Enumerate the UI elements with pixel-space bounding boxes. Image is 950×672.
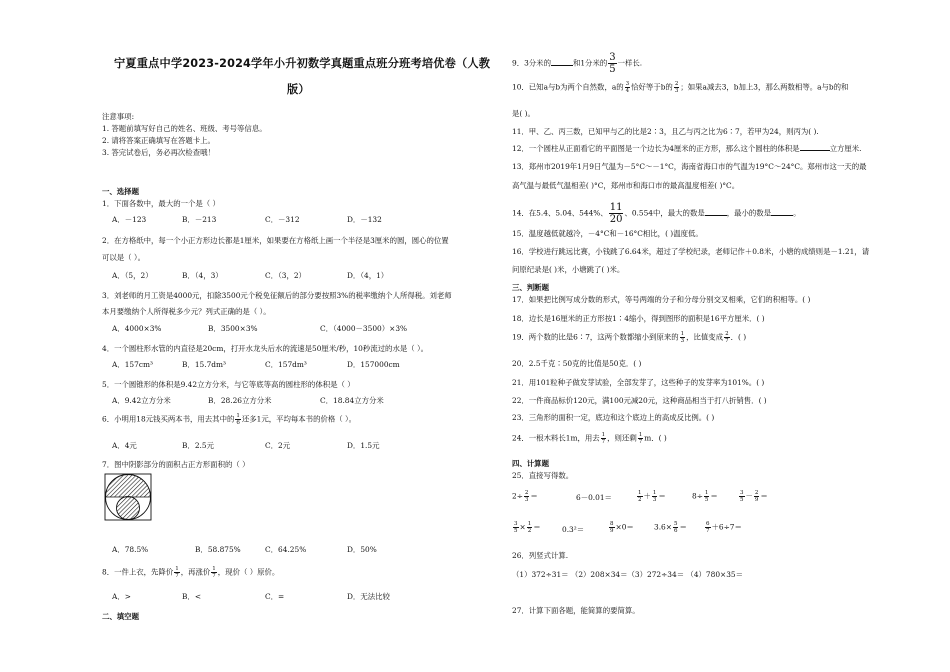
question-11: 11．甲、乙、丙三数，已知甲与乙的比是2∶3，且乙与丙之比为6∶7，若甲为24，则丙为( ). bbox=[512, 127, 819, 136]
shaded-circle-figure bbox=[104, 473, 152, 521]
question-4: 4．一个圆柱形水管的内直径是20cm，打开水龙头后水的流速是50厘米/秒，10秒流过的水是（ ）。 bbox=[102, 344, 429, 353]
left-column bbox=[98, 0, 490, 672]
option-d: D．50% bbox=[347, 545, 377, 554]
option-c: C．157dm³ bbox=[265, 360, 307, 369]
fraction: $\frac{2}{3}$ bbox=[674, 81, 679, 94]
question-15: 15．温度越低就越冷，－4°C和－16°C相比，( )温度低。 bbox=[512, 229, 703, 238]
question-1: 1．下面各数中，最大的一个是（ ） bbox=[102, 199, 220, 208]
fraction: $\frac{3}{5}$ bbox=[609, 52, 616, 75]
calc-item: $\frac{3}{5}$ × $\frac{1}{2}$ ＝ bbox=[514, 521, 541, 534]
question-16-cont: 问原纪录是( )米，小塘跳了( )米。 bbox=[512, 265, 625, 274]
option-d: D．无法比较 bbox=[347, 592, 390, 601]
answer-blank bbox=[705, 208, 727, 216]
fraction: $\frac{11}{20}$ bbox=[609, 202, 623, 225]
question-10: 10．已知a与b为两个自然数，a的 $\frac{3}{4}$ 恰好等于b的 $\frac{2}{3}$ ；如果a减去3，b加上3，那么两数相等。a与b的和 bbox=[512, 81, 849, 94]
question-13: 13．郑州市2019年1月9日气温为－5°C～－1°C，海南省海口市的气温为19°C～24°C。郑州市这一天的最 bbox=[512, 162, 867, 171]
question-25: 25．直接写得数。 bbox=[512, 471, 574, 480]
option-a: A．4000×3% bbox=[112, 324, 162, 333]
option-a: A．9.42立方分米 bbox=[112, 396, 171, 405]
question-19: 19．两个数的比是6∶7，这两个数都缩小到原来的 $\frac{1}{3}$ ，比值变成 $\frac{2}{7}$ ．( ) bbox=[512, 331, 747, 344]
option-d: D．－132 bbox=[347, 215, 382, 224]
question-2-cont: 可以是（ ）。 bbox=[102, 253, 145, 262]
answer-blank bbox=[551, 58, 573, 66]
question-24: 24．一根木料长1m，用去 $\frac{1}{7}$ ，则还剩 $\frac{1}{7}$ m．( ) bbox=[512, 432, 667, 445]
answer-blank bbox=[800, 143, 830, 151]
calc-item: $\frac{6}{7}$ ＋6÷7＝ bbox=[706, 521, 742, 534]
option-c: C．= bbox=[265, 592, 285, 601]
fraction: $\frac{3}{5}$ bbox=[740, 490, 744, 503]
option-c: C．－312 bbox=[265, 215, 300, 224]
note-item: 1. 答题前填写好自己的姓名、班级、考号等信息。 bbox=[102, 124, 267, 133]
question-5: 5．一个圆锥形的体积是9.42立方分米，与它等底等高的圆柱形的体积是（ ） bbox=[102, 380, 355, 389]
question-10-cont: 是( )。 bbox=[512, 109, 535, 118]
option-b: B．28.26立方分米 bbox=[208, 396, 272, 405]
fraction: $\frac{1}{3}$ bbox=[652, 490, 657, 503]
question-12: 12．一个圆柱从正面看它的平面图是一个边长为4厘米的正方形，那么这个圆柱的体积是 立方厘米. bbox=[512, 144, 862, 153]
question-23: 23．三角形的面积一定，底边和这个底边上的高成反比例。( ) bbox=[512, 413, 715, 422]
section-calc-heading: 四、计算题 bbox=[512, 459, 549, 468]
calc-item: 6－0.01＝ bbox=[576, 493, 612, 502]
question-7: 7．图中阴影部分的面积占正方形面积的（ ） bbox=[102, 460, 250, 469]
question-8: 8．一件上衣，先降价 $\frac{1}{7}$ ，再涨价 $\frac{1}{7}$ ，现价（ ）原价。 bbox=[102, 566, 280, 579]
exam-title-line2: 版） bbox=[287, 83, 310, 96]
question-14: 14．在5.4、5.04、544%、 $\frac{11}{20}$ 、0.554中，最大的数是 ，最小的数是 。 bbox=[512, 202, 801, 225]
question-20: 20．2.5千克∶50克的比值是50克．( ) bbox=[512, 359, 642, 368]
section-choice-heading: 一、选择题 bbox=[102, 187, 139, 196]
fraction: $\frac{1}{2}$ bbox=[638, 490, 642, 503]
option-a: A．－123 bbox=[112, 215, 147, 224]
question-16: 16．学校进行跳远比赛，小钱跳了6.64米，超过了学校纪录，老师记作＋0.8米，小塘的成绩则是－1.21，请 bbox=[512, 247, 870, 256]
option-c: C．（4000－3500）×3% bbox=[320, 324, 408, 333]
question-6: 6．小明用18元钱买两本书，用去其中的 $\frac{1}{6}$ 还多1元，平均每本书的价格（ ）。 bbox=[102, 413, 357, 426]
question-3: 3．刘老师的月工资是4000元，扣除3500元个税免征额后的部分要按照3%的税率缴纳个人所得税。刘老师 bbox=[102, 291, 452, 300]
question-18: 18．边长是16厘米的正方形按1∶4缩小，得到图形的面积是16平方厘米．( ) bbox=[512, 314, 765, 323]
fraction: $\frac{1}{3}$ bbox=[680, 331, 685, 344]
question-9: 9．3分米的 和1分米的 $\frac{3}{5}$ 一样长. bbox=[512, 52, 643, 75]
section-fill-heading: 二、填空题 bbox=[102, 612, 139, 621]
fraction: $\frac{1}{7}$ bbox=[212, 566, 216, 579]
option-a: A．4元 bbox=[112, 441, 137, 450]
option-a: A．157cm³ bbox=[112, 360, 153, 369]
option-c: C．（3，2） bbox=[265, 271, 306, 280]
option-d: D．（4，1） bbox=[347, 271, 389, 280]
option-c: C．64.25% bbox=[265, 545, 307, 554]
calc-item: 2÷ $\frac{2}{3}$ ＝ bbox=[512, 490, 538, 503]
question-13-cont: 高气温与最低气温相差( )°C，郑州市和海口市的最高温度相差( )°C。 bbox=[512, 181, 740, 190]
fraction: $\frac{8}{9}$ bbox=[610, 521, 614, 534]
question-26-items: （1）372÷31＝ （2）208×34＝（3）272÷34＝ （4）780×35＝ bbox=[512, 570, 744, 579]
calc-item: $\frac{3}{5}$ － $\frac{2}{9}$ ＝ bbox=[740, 490, 768, 503]
fraction: $\frac{1}{5}$ bbox=[704, 490, 709, 503]
option-c: C．2元 bbox=[265, 441, 291, 450]
fraction: $\frac{1}{7}$ bbox=[601, 432, 606, 445]
question-2: 2．在方格纸中，每一个小正方形边长都是1厘米，如果要在方格纸上画一个半径是3厘米的圆，圆心的位置 bbox=[102, 236, 449, 245]
calc-item: $\frac{8}{9}$ ×0＝ bbox=[610, 521, 634, 534]
fraction: $\frac{1}{7}$ bbox=[638, 432, 643, 445]
option-b: B．< bbox=[182, 592, 202, 601]
fraction: $\frac{1}{6}$ bbox=[236, 413, 240, 426]
fraction: $\frac{2}{7}$ bbox=[725, 331, 729, 344]
option-b: B．－213 bbox=[182, 215, 217, 224]
calc-item: 0.3²＝ bbox=[562, 525, 585, 534]
calc-item: 8÷ $\frac{1}{5}$ ＝ bbox=[692, 490, 718, 503]
question-26: 26．列竖式计算. bbox=[512, 551, 569, 560]
option-c: C．18.84立方分米 bbox=[320, 396, 384, 405]
calc-item: $\frac{1}{2}$ ＋ $\frac{1}{3}$ ＝ bbox=[638, 490, 666, 503]
option-d: D．157000cm bbox=[347, 360, 400, 369]
question-21: 21．用101粒种子做发芽试验，全部发芽了，这些种子的发芽率为101%。( ) bbox=[512, 378, 765, 387]
fraction: $\frac{2}{9}$ bbox=[754, 490, 759, 503]
section-judge-heading: 三、判断题 bbox=[512, 283, 549, 292]
fraction: $\frac{3}{4}$ bbox=[625, 81, 630, 94]
fraction: $\frac{2}{3}$ bbox=[524, 490, 529, 503]
option-b: B．58.875% bbox=[195, 545, 241, 554]
option-d: D．1.5元 bbox=[347, 441, 380, 450]
question-17: 17．如果把比例写成分数的形式，等号两端的分子和分母分别交叉相乘，它们的积相等。( ) bbox=[512, 295, 811, 304]
question-3-cont: 本月要缴纳个人所得税多少元？列式正确的是（ ）。 bbox=[102, 307, 271, 316]
option-a: A．78.5% bbox=[112, 545, 149, 554]
option-b: B．2.5元 bbox=[182, 441, 214, 450]
option-a: A．> bbox=[112, 592, 131, 601]
fraction: $\frac{5}{6}$ bbox=[673, 521, 678, 534]
notes-heading: 注意事项: bbox=[102, 112, 135, 121]
note-item: 3. 答完试卷后，务必再次检查哦！ bbox=[102, 148, 215, 157]
note-item: 2. 请将答案正确填写在答题卡上。 bbox=[102, 136, 215, 145]
fraction: $\frac{3}{5}$ bbox=[514, 521, 518, 534]
calc-item: 3.6× $\frac{5}{6}$ ＝ bbox=[654, 521, 687, 534]
right-column bbox=[512, 0, 912, 672]
answer-blank bbox=[771, 208, 793, 216]
fraction: $\frac{1}{2}$ bbox=[527, 521, 532, 534]
option-b: B．3500×3% bbox=[208, 324, 258, 333]
question-27: 27．计算下面各题，能简算的要简算。 bbox=[512, 606, 640, 615]
option-b: B．15.7dm³ bbox=[182, 360, 226, 369]
option-a: A．（5，2） bbox=[112, 271, 153, 280]
fraction: $\frac{1}{7}$ bbox=[175, 566, 179, 579]
question-22: 22．一件商品标价120元，满100元减20元，这种商品相当于打八折销售．( ) bbox=[512, 396, 767, 405]
option-b: B．（4，3） bbox=[182, 271, 223, 280]
exam-title-line1: 宁夏重点中学2023-2024学年小升初数学真题重点班分班考培优卷（人教 bbox=[114, 57, 491, 70]
fraction: $\frac{6}{7}$ bbox=[706, 521, 710, 534]
